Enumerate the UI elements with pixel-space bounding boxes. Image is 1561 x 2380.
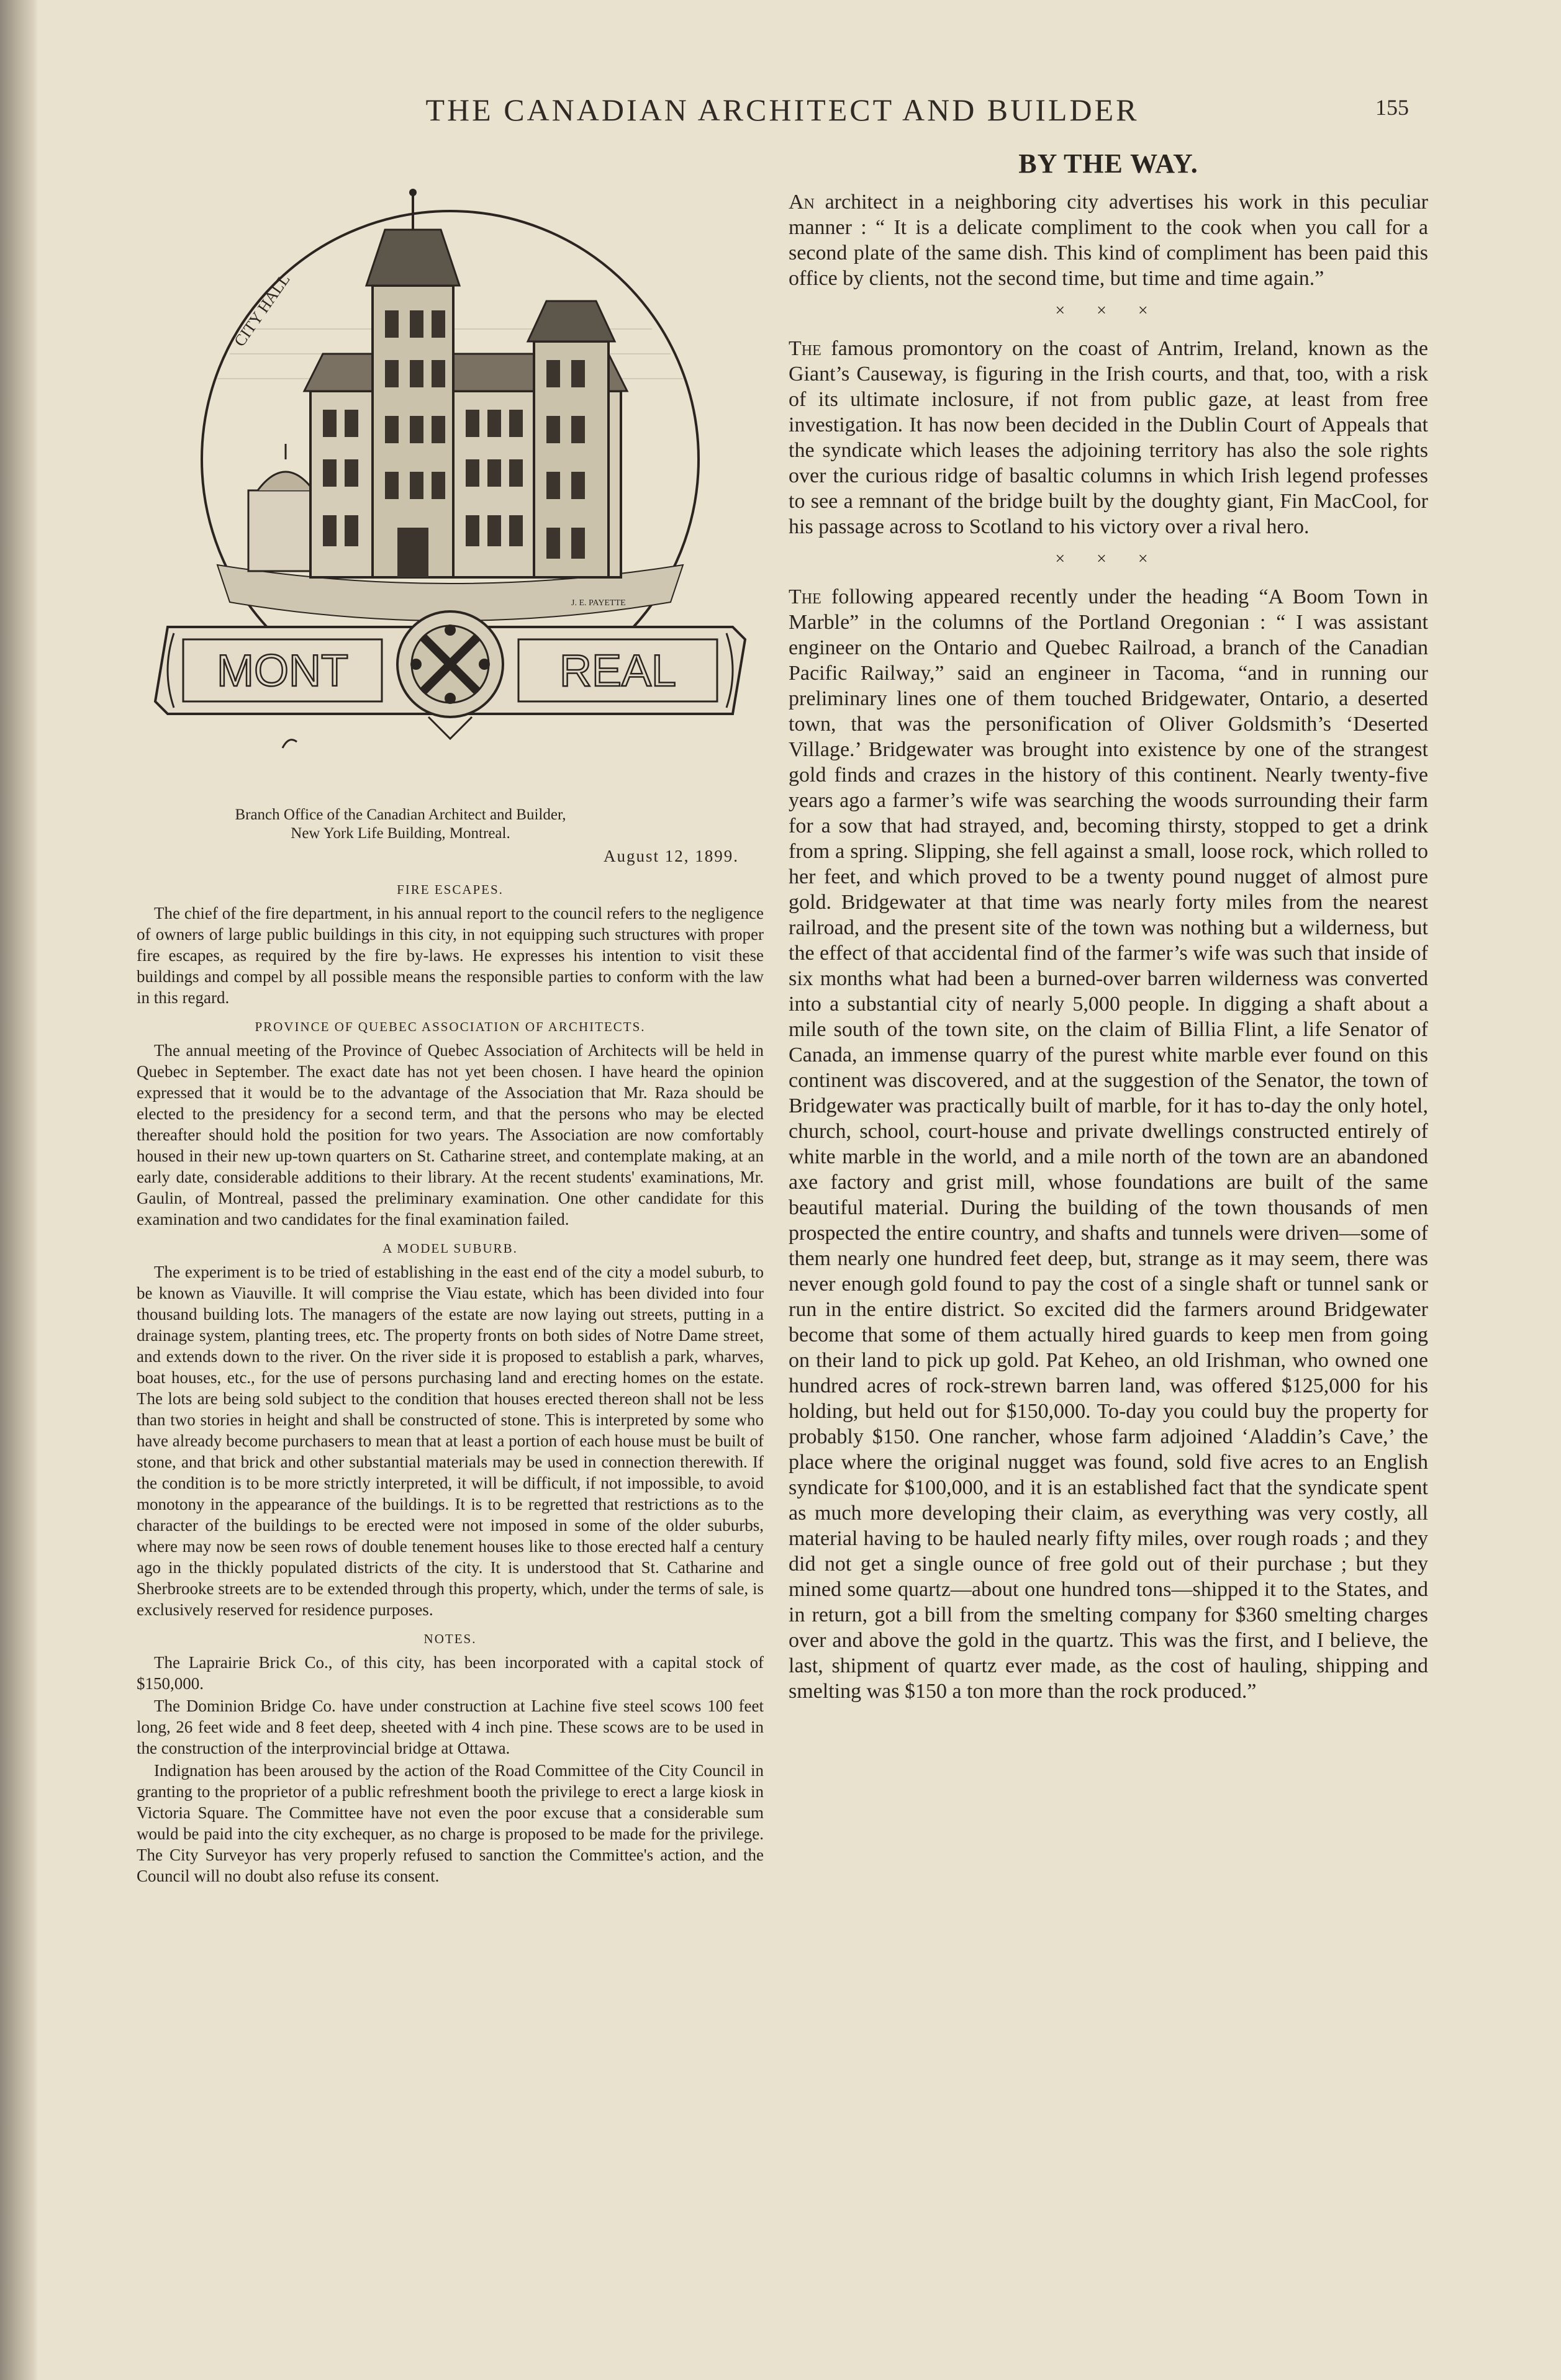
section-separator: × × × — [1055, 549, 1162, 569]
item-lead-word: An — [789, 191, 815, 214]
item-boom-town-marble — [789, 584, 1428, 1704]
illustration-caption — [37, 806, 764, 843]
section-heading-quebec-association: PROVINCE OF QUEBEC ASSOCIATION OF ARCHITECTS. — [255, 1019, 646, 1034]
right-column — [789, 148, 1428, 1704]
section-heading-notes: NOTES. — [423, 1631, 477, 1646]
city-hall-engraving — [137, 168, 764, 801]
city-hall-illustration — [137, 168, 764, 801]
section-separator: × × × — [1055, 301, 1162, 320]
item-body: architect in a neighboring city advertises his work in this peculiar manner : “ It is a delicate compliment to the cook when you call for a second plate of the same dish. This kind of compliment has been paid this office by clients, not the second time, but time and time again.” — [789, 191, 1428, 290]
model-suburb-paragraph: The experiment is to be tried of establishing in the east end of the city a model suburb, to be known as Viauville. It will comprise the Viau estate, which has been divided into four thousand building lots. The managers of the estate are now laying out streets, putting in a drainage system, planting trees, etc. The property fronts on both sides of Notre Dame street, and extends down to the river. On the river side it is proposed to establish a park, wharves, boat houses, etc., for the use of persons purchasing land and erecting homes on the estate. The lots are being sold subject to the condition that houses erected thereon shall not be less than two stories in height and shall be constructed of stone. This is interpreted by some who have already become purchasers to mean that at least a portion of each house must be built of stone, and that brick and other substantial materials may be used in connection therewith. If the condition is to be more strictly interpreted, it will be difficult, if not impossible, to avoid monotony in the appearance of the buildings. It is to be regretted that restrictions as to the character of the buildings to be erected were not imposed in some of the older suburbs, where may now be seen rows of double tenement houses like to those erected half a century ago in the thickly populated districts of the city. It is understood that St. Catharine and Sherbrooke streets are to be extended through this property, which, under the terms of sale, is exclusively reserved for residence purposes. — [137, 1263, 764, 1619]
by-the-way-title: BY THE WAY. — [1018, 148, 1198, 179]
section-heading-fire-escapes: FIRE ESCAPES. — [397, 882, 504, 897]
montreal-coat-of-arms-icon — [397, 611, 503, 739]
dateline: August 12, 1899. — [603, 847, 739, 865]
caption-line-1: Branch Office of the Canadian Architect and Builder, — [235, 806, 566, 823]
journal-header: THE CANADIAN ARCHITECT AND BUILDER — [425, 92, 1139, 127]
scroll-text-real: REAL — [559, 646, 677, 696]
item-architect-advert — [789, 189, 1428, 291]
city-hall-label: CITY HALL — [230, 270, 294, 350]
page-gutter-shadow — [0, 0, 38, 2380]
scroll-text-mont: MONT — [217, 646, 348, 696]
artist-signature: J. E. PAYETTE — [571, 598, 626, 608]
item-lead-word: The — [789, 585, 821, 608]
quebec-association-paragraph: The annual meeting of the Province of Quebec Association of Architects will be held in Quebec in September. The exact date has not yet been chosen. I have heard the opinion expressed that it would be to the advantage of the Association that Mr. Raza should be elected to the presidency for a second term, and that the persons who may be elected thereafter should hold the position for two years. The Association are now comfortably housed in their new up-town quarters on St. Catharine street, and contemplate making, at an early date, considerable additions to their library. At the recent students' examinations, Mr. Gaulin, of Montreal, passed the preliminary examination. One other candidate for this examination and two candidates for the final examination failed. — [137, 1041, 764, 1228]
page-number: 155 — [1375, 95, 1409, 120]
item-body: following appeared recently under the heading “A Boom Town in Marble” in the columns of the Portland Oregonian : “ I was assistant engineer on the Ontario and Quebec Railroad, a branch of the Canadian Pacific Railway,” said an engineer in Tacoma, “and in running our preliminary lines one of them touched Bridgewater, Ontario, a deserted town, that was the personification of Oliver Goldsmith’s ‘Deserted Village.’ Bridgewater was brought into existence by one of the strangest gold finds and crazes in the history of this continent. Nearly twenty-five years ago a farmer’s wife was searching the woods surrounding their farm for a sow that had strayed, and, becoming thirsty, stopped to get a drink from a spring. Slipping, she fell against a small, loose rock, which rolled to her feet, and which proved to be a twenty pound nugget of almost pure gold. Bridgewater at that time was nearly forty miles from the nearest railroad, and the present site of the town was nothing but a wilderness, but the effect of that accidental find of the farmer’s wife was such that inside of six months what had been a burned-over barren wilderness was converted into a substantial city of nearly 5,000 people. In digging a shaft about a mile south of the town site, on the claim of Billia Flint, a life Senator of Canada, an immense quarry of the purest white marble ever found on this continent was discovered, and at the suggestion of the Senator, the town of Bridgewater was practically built of marble, for it has to-day the only hotel, church, school, court-house and private dwellings constructed entirely of white marble in the world, and a mile north of the town are an abandoned axe factory and grist mill, whose foundations are built of the same beautiful material. During the building of the town thousands of men prospected the entire country, and shafts and tunnels were driven—some of them nearly one hundred feet deep, but, strange as it may seem, there was never enough gold found to pay the cost of a single shaft or tunnel sank or run in the entire district. So excited did the farmers around Bridgewater become that some of them actually hired guards to keep men from going on their land to pick up gold. Pat Keheo, an old Irishman, who owned one hundred acres of rock-strewn barren land, was offered $125,000 for his holding, but held out for $150,000. To-day you could buy the property for probably $150. One rancher, whose farm adjoined ‘Aladdin’s Cave,’ the place where the original nugget was found, sold five acres to an English syndicate for $100,000, and it is an established fact that the syndicate spent as much more developing their claim, as everything was very costly, all material having to be hauled nearly fifty miles, over rough roads ; and they did not get a single ounce of free gold out of their purchase ; but they mined some quartz—about one hundred tons—shipped it to the States, and in return, got a bill from the smelting company for $360 smelting charges over and above the gold in the quartz. This was the first, and I believe, the last, shipment of quartz ever made, as the cost of hauling, shipping and smelting was $150 a ton more than the rock produced.” — [789, 585, 1428, 1703]
fire-escapes-paragraph: The chief of the fire department, in his annual report to the council refers to the negligence of owners of large public buildings in this city, in not equipping such structures with proper fire escapes, as required by the fire by-laws. He expresses his intention to visit these buildings and compel by all possible means the responsible parties to conform with the law in this regard. — [137, 904, 764, 1007]
note-dominion-bridge: The Dominion Bridge Co. have under construction at Lachine five steel scows 100 feet long, 26 feet wide and 8 feet deep, sheeted with 4 inch pine. These scows are to be used in the construction of the interprovincial bridge at Ottawa. — [137, 1697, 764, 1757]
item-giants-causeway — [789, 336, 1428, 539]
item-lead-word: The — [789, 337, 821, 360]
section-heading-model-suburb: A MODEL SUBURB. — [382, 1241, 518, 1256]
caption-line-2: New York Life Building, Montreal. — [291, 825, 510, 842]
note-victoria-square-kiosk: Indignation has been aroused by the action of the Road Committee of the City Council in granting to the proprietor of a public refreshment booth the privilege to erect a large kiosk in Victoria Square. The Committee have not even the poor excuse that a considerable sum would be paid into the city exchequer, as no charge is proposed to be made for the privilege. The City Surveyor has very properly refused to sanction the Committee's action, and the Council will no doubt also refuse its consent. — [137, 1761, 764, 1885]
note-laprairie-brick: The Laprairie Brick Co., of this city, has been incorporated with a capital stock of $150,000. — [137, 1653, 764, 1693]
left-column — [137, 168, 764, 1888]
item-body: famous promontory on the coast of Antrim, Ireland, known as the Giant’s Causeway, is figuring in the Irish courts, and that, too, with a risk of its ultimate inclosure, if not from public gaze, at least from free investigation. It has now been decided in the Dublin Court of Appeals that the syndicate which leases the adjoining territory has also the sole rights over the curious ridge of basaltic columns in which Irish legend professes to see a remnant of the bridge built by the doughty giant, Fin MacCool, for his passage across to Scotland to his victory over a rival hero. — [789, 337, 1428, 538]
